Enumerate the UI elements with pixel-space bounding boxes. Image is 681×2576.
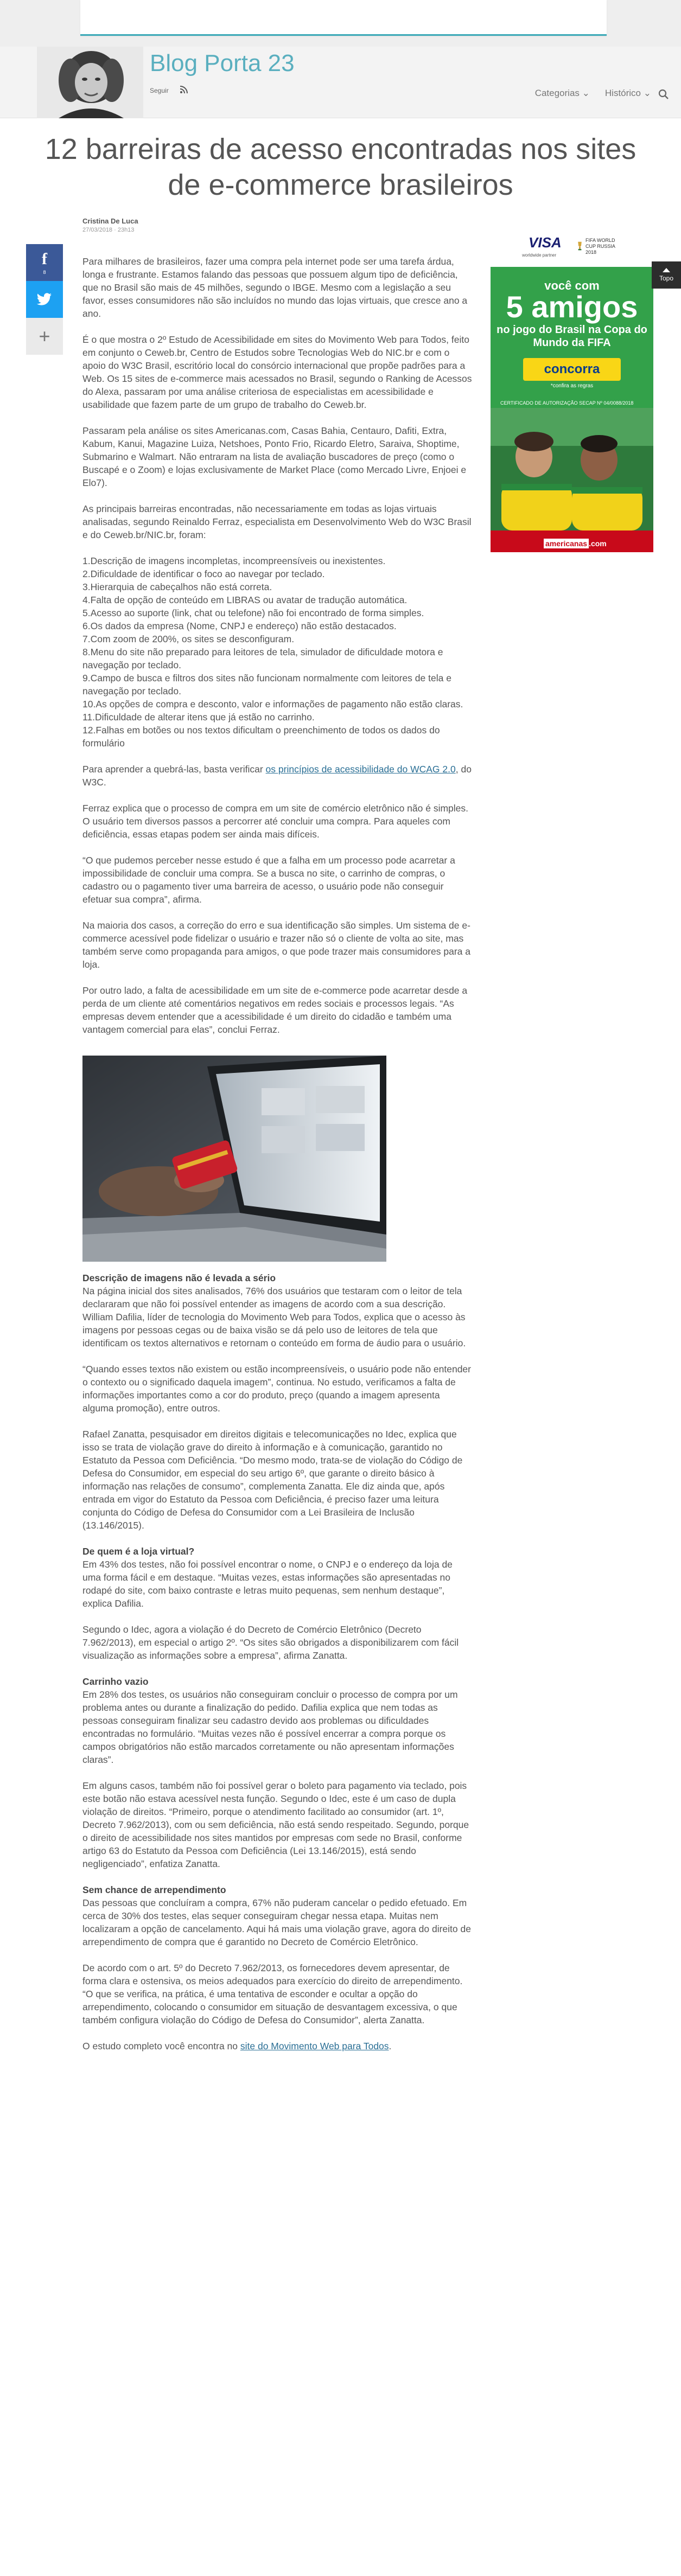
blog-header [0,47,681,118]
ad-sponsor-text: worldwide partner [522,253,557,258]
nav-categorias[interactable] [535,88,590,99]
paragraph: Rafael Zanatta, pesquisador em direitos digitais e telecomunicações no Idec, explica que isso se trata de violação grave do direito à informação e à comunicação, garantido no Estatuto da Pessoa com Deficiência. “Do mesmo modo, trata-se de violação do Código de Defesa do Consumidor, em especial do seu artigo 6º, que garante o direito básico à informação nas relações de consumo”, complementa Zanatta. Ele diz ainda que, após entrada em vigor do Estatuto da Pessoa com Deficiência, é preciso fazer uma leitura conjunta do Código de Defesa do Consumidor com a Lei Brasileira de Inclusão (13.146/2015). [82,1429,463,1531]
ad-cert-text: CERTIFICADO DE AUTORIZAÇÃO SECAP Nº 04/0088/2018 [500,400,634,406]
ad-line1: você com [544,279,600,292]
text: . [389,2041,392,2051]
paragraph: Na página inicial dos sites analisados, 76% dos usuários que testaram com o leitor de tela declararam que não foi possível entender as imagens de acordo com a sua descrição. William Dafilia, líder de tecnologia do Movimento Web para Todos, explica que o acesso às imagens por pessoas cegas ou de baixa visão se dá pelo uso de leitores de tela que identificam os textos alternativos e retornam o conteúdo em forma de áudio para o usuário. [82,1286,466,1348]
top-banner-card [80,0,607,36]
paragraph: Ferraz explica que o processo de compra em um site de comércio eletrônico não é simples. O usuário tem diversos passos a percorrer até concluir uma compra. Para aqueles com deficiência, essas etapas podem ser ainda mais difíceis. [82,803,469,840]
list-item: 4.Falta de opção de conteúdo em LIBRAS ou avatar de tradução automática. [82,595,408,605]
paragraph: Segundo o Idec, agora a violação é do Decreto de Comércio Eletrônico (Decreto 7.962/2013), em especial o artigo 2º. “Os sites são obrigados a disponibilizarem com fácil visualização as informações sobre a empresa”, afirma Zanatta. [82,1624,459,1661]
nav-label: Categorias [534,88,580,98]
advertisement[interactable] [491,222,653,552]
plus-icon: + [39,325,50,347]
paragraph: Por outro lado, a falta de acessibilidade em um site de e-commerce pode acarretar desde a perda de um cliente até comentários negativos em redes sociais e processos legais. “As empresas devem entender que a acessibilidade é um direito do cidadão e também uma vantagem comercial para elas”, conclui Ferraz. [82,985,468,1035]
ad-header [491,222,653,267]
paragraph: Passaram pela análise os sites Americanas.com, Casas Bahia, Centauro, Dafiti, Extra, Kabum, Kanui, Magazine Luiza, Netshoes, Ponto Frio, Ricardo Eletro, Saraiva, Shoptime, Submarino e Walmart. Não entraram na lista de avaliação buscadores de preço (como o Buscapé e o Zoom) e lojas exclusivamente de Market Place (como Mercado Livre, Enjoei e Elo7). [82,425,467,488]
wcag-link[interactable]: os princípios de acessibilidade do WCAG 2.0 [265,764,456,775]
closing-paragraph [82,2040,473,2053]
arrow-up-icon [663,268,670,272]
paragraph: As principais barreiras encontradas, não necessariamente em todas as lojas virtuais analisadas, segundo Reinaldo Ferraz, especialista em Desenvolvimento Web do W3C Brasil e do Ceweb.br/NIC.br, foram: [82,503,472,540]
follow-link[interactable]: Seguir [150,87,169,94]
more-share-button[interactable] [26,318,63,355]
paragraph: De acordo com o art. 5º do Decreto 7.962/2013, os fornecedores devem apresentar, de forma clara e ostensiva, os meios adequados para exercício do direito de arrependimento. “O que se verifica, na prática, é uma tentativa de esconder e ocultar a opção do arrependimento, colocando o consumidor em situação de desvantagem excessiva, o que também configura violação do Código de Defesa do Consumidor”, alerta Zanatta. [82,1963,463,2025]
rss-icon[interactable] [179,85,189,94]
article-date: 27/03/2018 · 23h13 [82,227,135,233]
twitter-share-button[interactable] [26,281,63,318]
paragraph: É o que mostra o 2º Estudo de Acessibilidade em sites do Movimento Web para Todos, feito em conjunto o Ceweb.br, Centro de Estudos sobre Tecnologias Web do NIC.br e com o apoio do W3C Brasil, escritório local do consórcio internacional que propõe padrões para a Web. Os 15 sites de e-commerce mais acessados no Brasil, segundo o Ranking de Acessos do Alexa, passaram por uma análise criteriosa de especialistas em acessibilidade e usabilidade que fazem parte de um grupo de trabalho do Ceweb.br. [82,334,472,410]
ad-amigos: 5 amigos [506,290,638,324]
article-body [82,255,473,2066]
paragraph: Das pessoas que concluíram a compra, 67% não puderam cancelar o pedido efetuado. Em cerca de 30% dos testes, elas sequer conseguiram chegar nessa etapa. Muitas nem localizaram a opção de cancelamento. Aqui há mais uma violação grave, agora do direito de arrependimento de compra que é garantido no Decreto de Comércio Eletrônico. [82,1897,471,1947]
world-cup-badge [577,230,615,263]
article-photo [82,1056,386,1262]
author-avatar [37,47,143,118]
facebook-share-button[interactable] [26,244,63,281]
text: , do W3C. [82,764,472,788]
ad-footer [491,532,653,552]
paragraph: Em 28% dos testes, os usuários não conseguiram concluir o processo de compra por um problema antes ou durante a finalização do pedido. Dafilia explica que nem todas as pessoas conseguiram finalizar seu cadastro devido aos problemas ou dificuldades encontradas no formulário. “Muitas vezes não é possível encerrar a compra porque os campos obrigatórios não estão marcados corretamente ou não apresentam informações claras”. [82,1689,458,1765]
ad-photo [491,408,653,530]
paragraph: Na maioria dos casos, a correção do erro e sua identificação são simples. Um sistema de e-commerce acessível pode fidelizar o usuário e trazer não só o cliente de volta ao site, mas também serve como propaganda para amigos, o que pode trazer mais consumidores para a loja. [82,920,470,970]
facebook-icon: f [42,250,47,268]
ad-rules-text: *confira as regras [550,383,594,389]
americanas-brand: americanas [544,539,589,548]
paragraph: Em 43% dos testes, não foi possível encontrar o nome, o CNPJ e o endereço da loja de uma forma fácil e em destaque. “Muitas vezes, estas informações são apresentadas no rodapé do site, com baixo contraste e letras muito pequenas, sem nenhum destaque”, explica Dafilia. [82,1559,453,1609]
facebook-share-count: 8 [43,270,46,275]
section-heading: De quem é a loja virtual? [82,1546,195,1557]
paragraph: Para milhares de brasileiros, fazer uma compra pela internet pode ser uma tarefa árdua, longa e frustrante. Estamos falando das pessoas que possuem algum tipo de deficiência, que no Brasil são mais de 45 milhões, segundo o IBGE. Mesmo com a legislação a seu favor, esses consumidores não são incluídos no mundo das lojas virtuais, que cresce ano a ano. [82,256,468,319]
americanas-logo [544,539,607,548]
chevron-down-icon: ⌄ [582,88,590,98]
section-heading: Sem chance de arrependimento [82,1884,226,1895]
paragraph: Em alguns casos, também não foi possível gerar o boleto para pagamento via teclado, pois este botão não estava acessível nesta função. Segundo o Idec, este é um caso de dupla violação de direitos. “Primeiro, porque o atendimento facilitado ao consumidor (art. 1º, Decreto 7.962/2013), com ou sem deficiência, não está sendo respeitado. Segundo, porque o direito de acessibilidade nos sites mantidos por empresas com sede no Brasil, conforme artigo 63 do Estatuto da Pessoa com Deficiência (Lei 13.146/2015), está sendo negligenciado”, enfatiza Zanatta. [82,1780,469,1869]
paragraph: “Quando esses textos não existem ou estão incompreensíveis, o usuário pode não entender o contexto ou o significado daquela imagem”, continua. No estudo, verificamos a falta de informações importantes como a cor do produto, preço (quando a imagem apresenta alguma promoção), entre outros. [82,1364,471,1414]
ad-promo [491,267,653,430]
list-item: 1.Descrição de imagens incompletas, incompreensíveis ou inexistentes. [82,555,386,566]
visa-logo: VISA [529,234,562,251]
section-heading: Descrição de imagens não é levada a sério [82,1273,276,1283]
list-item: 9.Campo de busca e filtros dos sites não funcionam normalmente com leitores de tela e navegação por teclado. [82,673,451,696]
wcag-paragraph [82,763,473,789]
movimento-web-link[interactable]: site do Movimento Web para Todos [240,2041,389,2051]
list-item: 7.Com zoom de 200%, os sites se desconfiguram. [82,634,295,644]
section-heading: Carrinho vazio [82,1676,149,1687]
list-item: 5.Acesso ao suporte (link, chat ou telefone) não foi encontrado de forma simples. [82,608,424,618]
back-to-top-button[interactable] [652,261,681,289]
article-author[interactable]: Cristina De Luca [82,217,138,225]
ad-concorra-button[interactable]: concorra [523,358,621,381]
badge-text: FIFA WORLD CUP RUSSIA 2018 [585,237,615,255]
search-icon[interactable] [658,89,669,100]
article-title: 12 barreiras de acesso encontradas nos sites de e-commerce brasileiros [44,133,637,201]
list-item: 6.Os dados da empresa (Nome, CNPJ e endereço) não estão destacados. [82,621,397,631]
list-item: 2.Dificuldade de identificar o foco ao navegar por teclado. [82,568,325,579]
topo-label: Topo [659,274,674,282]
barriers-list [82,554,473,750]
paragraph: “O que pudemos perceber nesse estudo é que a falha em um processo pode acarretar a impossibilidade de concluir uma compra. Se a busca no site, o carrinho de compras, o cadastro ou o pagamento tiver uma barreira de acesso, o usuário pode não conseguir efetuar sua compra”, afirma. [82,855,455,905]
americanas-suffix: .com [589,539,607,548]
trophy-icon [577,234,582,258]
blog-title[interactable]: Blog Porta 23 [150,50,295,76]
list-item: 8.Menu do site não preparado para leitores de tela, simulador de dificuldade motora e navegação por teclado. [82,647,443,670]
chevron-down-icon: ⌄ [643,88,651,98]
ad-line3: no jogo do Brasil na Copa do Mundo da FIFA [497,324,647,349]
list-item: 3.Hierarquia de cabeçalhos não está correta. [82,581,272,592]
list-item: 10.As opções de compra e desconto, valor e informações de pagamento não estão claras. [82,699,463,709]
nav-label: Histórico [604,88,641,98]
text: Para aprender a quebrá-las, basta verificar [82,764,266,775]
main-nav [535,88,651,99]
list-item: 12.Falhas em botões ou nos textos dificultam o preenchimento de todos os dados do formulário [82,725,440,749]
twitter-icon [37,293,52,306]
text: O estudo completo você encontra no [82,2041,240,2051]
share-bar [26,244,63,355]
nav-historico[interactable] [605,88,651,99]
list-item: 11.Dificuldade de alterar itens que já estão no carrinho. [82,712,315,723]
top-strip [0,0,681,47]
